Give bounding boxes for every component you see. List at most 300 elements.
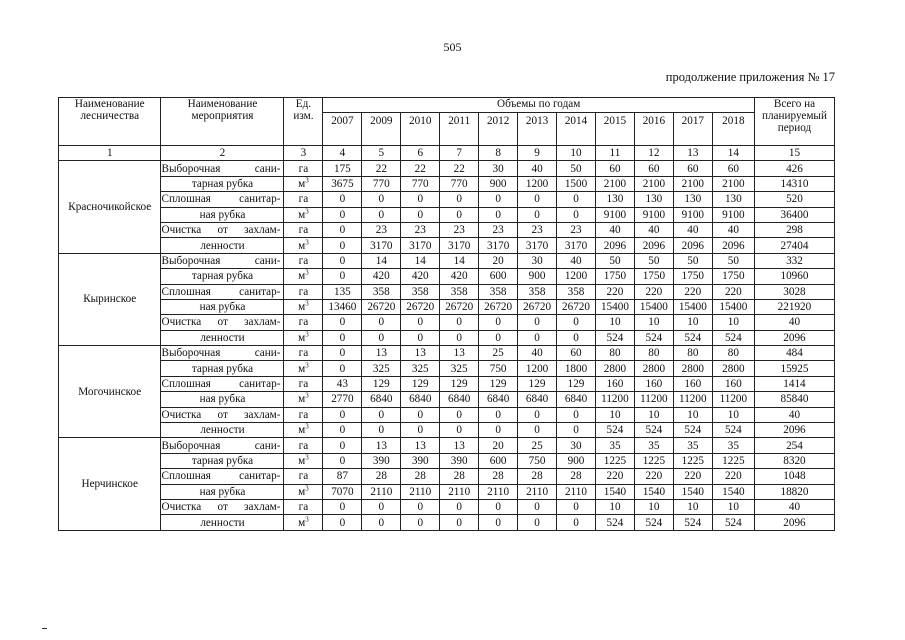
table-cell: 2110 — [479, 484, 518, 499]
unit-m3-label: м — [298, 208, 306, 221]
column-number: 11 — [595, 146, 634, 161]
unit-m3 — [284, 515, 323, 530]
table-cell: 26720 — [401, 299, 440, 314]
table-cell: 23 — [557, 222, 596, 237]
unit-ha: га — [284, 192, 323, 207]
table-cell: 129 — [440, 376, 479, 391]
table-row — [59, 515, 835, 530]
table-cell: 14 — [401, 253, 440, 268]
table-cell: 0 — [479, 423, 518, 438]
table-cell: 750 — [518, 453, 557, 468]
table-cell: 35 — [634, 438, 673, 453]
table-row — [59, 330, 835, 345]
table-row — [59, 253, 835, 268]
table-cell: 0 — [479, 315, 518, 330]
table-cell: 80 — [634, 346, 673, 361]
table-cell: 2096 — [634, 238, 673, 253]
operation-name-line2: ная рубка — [161, 392, 284, 407]
table-cell: 3675 — [323, 176, 362, 191]
table-cell: 2100 — [634, 176, 673, 191]
table-cell: 0 — [323, 238, 362, 253]
column-number: 9 — [518, 146, 557, 161]
table-cell: 25 — [518, 438, 557, 453]
table-cell: 0 — [518, 330, 557, 345]
cubic-superscript: 3 — [305, 268, 309, 277]
table-cell: 129 — [479, 376, 518, 391]
table-cell: 220 — [712, 284, 754, 299]
table-cell: 40 — [518, 346, 557, 361]
table-cell: 30 — [479, 161, 518, 176]
table-cell: 1225 — [595, 453, 634, 468]
column-number: 5 — [362, 146, 401, 161]
table-cell: 10 — [595, 315, 634, 330]
unit-m3-label: м — [298, 516, 306, 529]
table-cell: 600 — [479, 453, 518, 468]
operation-name-line2: ленности — [161, 330, 284, 345]
table-cell: 1750 — [595, 269, 634, 284]
operation-name-line2: тарная рубка — [161, 176, 284, 191]
table-cell: 129 — [401, 376, 440, 391]
forestry-name: Могочинское — [59, 346, 161, 438]
table-cell: 220 — [634, 469, 673, 484]
table-cell: 1225 — [673, 453, 712, 468]
table-cell: 20 — [479, 438, 518, 453]
table-cell: 0 — [557, 330, 596, 345]
column-number: 4 — [323, 146, 362, 161]
table-cell: 0 — [440, 315, 479, 330]
row-total: 2096 — [754, 515, 834, 530]
table-cell: 2100 — [712, 176, 754, 191]
table-cell: 0 — [362, 499, 401, 514]
table-cell: 0 — [440, 407, 479, 422]
table-cell: 1540 — [595, 484, 634, 499]
table-cell: 11200 — [673, 392, 712, 407]
operation-name-line2: ленности — [161, 423, 284, 438]
table-cell: 9100 — [673, 207, 712, 222]
table-cell: 900 — [479, 176, 518, 191]
table-cell: 524 — [595, 423, 634, 438]
table-cell: 524 — [673, 515, 712, 530]
table-cell: 1750 — [712, 269, 754, 284]
table-cell: 0 — [323, 315, 362, 330]
table-cell: 40 — [673, 222, 712, 237]
row-total: 40 — [754, 315, 834, 330]
operation-name-line2: ленности — [161, 515, 284, 530]
table-cell: 420 — [401, 269, 440, 284]
table-cell: 13 — [401, 346, 440, 361]
year-header: 2015 — [595, 113, 634, 146]
table-cell: 9100 — [634, 207, 673, 222]
table-cell: 0 — [362, 315, 401, 330]
year-header: 2017 — [673, 113, 712, 146]
table-cell: 1200 — [518, 176, 557, 191]
table-cell: 35 — [673, 438, 712, 453]
table-cell: 0 — [479, 515, 518, 530]
table-cell: 160 — [634, 376, 673, 391]
table-row — [59, 392, 835, 407]
table-cell: 26720 — [362, 299, 401, 314]
row-total: 2096 — [754, 330, 834, 345]
table-cell: 0 — [479, 330, 518, 345]
table-cell: 25 — [479, 346, 518, 361]
table-cell: 40 — [712, 222, 754, 237]
table-cell: 6840 — [401, 392, 440, 407]
table-cell: 6840 — [557, 392, 596, 407]
table-cell: 0 — [323, 253, 362, 268]
table-cell: 60 — [595, 161, 634, 176]
table-cell: 13 — [401, 438, 440, 453]
unit-ha: га — [284, 438, 323, 453]
table-cell: 0 — [401, 330, 440, 345]
table-cell: 10 — [595, 499, 634, 514]
table-cell: 60 — [557, 346, 596, 361]
table-cell: 0 — [518, 192, 557, 207]
table-cell: 15400 — [595, 299, 634, 314]
appendix-continuation-title: продолжение приложения № 17 — [665, 70, 835, 84]
table-cell: 0 — [323, 515, 362, 530]
table-row — [59, 284, 835, 299]
forestry-header: Наименование лесничества — [59, 98, 161, 146]
table-cell: 6840 — [362, 392, 401, 407]
table-row — [59, 315, 835, 330]
row-total: 40 — [754, 407, 834, 422]
table-cell: 2110 — [518, 484, 557, 499]
table-cell: 35 — [595, 438, 634, 453]
operation-name-line1: Сплошная санитар- — [161, 192, 284, 207]
operation-name-line1: Очистка от захлам- — [161, 499, 284, 514]
unit-ha: га — [284, 346, 323, 361]
table-cell: 130 — [595, 192, 634, 207]
row-total: 8320 — [754, 453, 834, 468]
unit-ha: га — [284, 407, 323, 422]
table-cell: 325 — [440, 361, 479, 376]
operation-name-line2: ная рубка — [161, 299, 284, 314]
forestry-name: Кыринское — [59, 253, 161, 345]
table-cell: 3170 — [518, 238, 557, 253]
table-row — [59, 269, 835, 284]
table-cell: 40 — [557, 253, 596, 268]
table-cell: 10 — [595, 407, 634, 422]
table-cell: 0 — [479, 207, 518, 222]
row-total: 15925 — [754, 361, 834, 376]
unit-ha: га — [284, 161, 323, 176]
table-cell: 524 — [712, 330, 754, 345]
table-cell: 390 — [440, 453, 479, 468]
table-cell: 60 — [712, 161, 754, 176]
table-cell: 220 — [634, 284, 673, 299]
table-cell: 524 — [712, 423, 754, 438]
operation-name-line1: Очистка от захлам- — [161, 222, 284, 237]
year-header: 2010 — [401, 113, 440, 146]
table-row — [59, 222, 835, 237]
column-number: 14 — [712, 146, 754, 161]
cubic-superscript: 3 — [305, 453, 309, 462]
table-cell: 0 — [557, 192, 596, 207]
page-number: 505 — [443, 40, 462, 54]
row-total: 3028 — [754, 284, 834, 299]
table-cell: 35 — [712, 438, 754, 453]
operation-name-line1: Выборочная сани- — [161, 161, 284, 176]
unit-ha: га — [284, 315, 323, 330]
column-number: 7 — [440, 146, 479, 161]
table-cell: 87 — [323, 469, 362, 484]
table-cell: 0 — [557, 207, 596, 222]
table-cell: 129 — [362, 376, 401, 391]
table-cell: 900 — [557, 453, 596, 468]
table-cell: 2110 — [440, 484, 479, 499]
table-cell: 13 — [362, 438, 401, 453]
table-cell: 0 — [557, 515, 596, 530]
table-cell: 23 — [401, 222, 440, 237]
table-cell: 0 — [440, 192, 479, 207]
operation-name-line2: тарная рубка — [161, 269, 284, 284]
table-cell: 2110 — [362, 484, 401, 499]
table-cell: 0 — [362, 423, 401, 438]
row-total: 254 — [754, 438, 834, 453]
unit-ha: га — [284, 284, 323, 299]
row-total: 36400 — [754, 207, 834, 222]
table-cell: 6840 — [518, 392, 557, 407]
table-cell: 390 — [401, 453, 440, 468]
table-cell: 420 — [440, 269, 479, 284]
row-total: 1048 — [754, 469, 834, 484]
table-cell: 0 — [323, 222, 362, 237]
table-cell: 0 — [362, 330, 401, 345]
table-cell: 26720 — [557, 299, 596, 314]
column-number: 1 — [59, 146, 161, 161]
table-cell: 325 — [362, 361, 401, 376]
table-cell: 0 — [518, 515, 557, 530]
table-row — [59, 346, 835, 361]
unit-m3 — [284, 330, 323, 345]
unit-m3 — [284, 361, 323, 376]
operation-name-line1: Сплошная санитар- — [161, 469, 284, 484]
table-row — [59, 499, 835, 514]
table-cell: 22 — [362, 161, 401, 176]
table-cell: 1225 — [634, 453, 673, 468]
table-cell: 11200 — [595, 392, 634, 407]
table-cell: 10 — [712, 407, 754, 422]
operation-name-line2: ная рубка — [161, 484, 284, 499]
year-header: 2011 — [440, 113, 479, 146]
unit-ha: га — [284, 222, 323, 237]
table-cell: 15400 — [673, 299, 712, 314]
table-cell: 390 — [362, 453, 401, 468]
operation-name-line1: Очистка от захлам- — [161, 315, 284, 330]
table-cell: 23 — [440, 222, 479, 237]
table-cell: 14 — [440, 253, 479, 268]
table-cell: 0 — [518, 407, 557, 422]
row-total: 10960 — [754, 269, 834, 284]
row-total: 332 — [754, 253, 834, 268]
table-cell: 900 — [518, 269, 557, 284]
table-cell: 0 — [323, 361, 362, 376]
table-cell: 358 — [362, 284, 401, 299]
table-cell: 26720 — [518, 299, 557, 314]
table-cell: 0 — [479, 499, 518, 514]
table-cell: 30 — [518, 253, 557, 268]
cubic-superscript: 3 — [305, 484, 309, 493]
year-header: 2014 — [557, 113, 596, 146]
table-cell: 358 — [401, 284, 440, 299]
cubic-superscript: 3 — [305, 391, 309, 400]
table-cell: 28 — [479, 469, 518, 484]
table-cell: 23 — [362, 222, 401, 237]
table-cell: 20 — [479, 253, 518, 268]
row-total: 1414 — [754, 376, 834, 391]
unit-m3-label: м — [298, 455, 306, 467]
year-header: 2016 — [634, 113, 673, 146]
unit-ha: га — [284, 499, 323, 514]
table-row — [59, 484, 835, 499]
table-cell: 524 — [595, 330, 634, 345]
table-cell: 770 — [362, 176, 401, 191]
table-cell: 524 — [634, 330, 673, 345]
table-cell: 1750 — [673, 269, 712, 284]
unit-m3 — [284, 423, 323, 438]
row-total: 484 — [754, 346, 834, 361]
table-cell: 28 — [401, 469, 440, 484]
table-cell: 0 — [440, 515, 479, 530]
column-number: 13 — [673, 146, 712, 161]
table-cell: 7070 — [323, 484, 362, 499]
table-cell: 1200 — [518, 361, 557, 376]
table-cell: 0 — [479, 192, 518, 207]
table-cell: 0 — [440, 423, 479, 438]
unit-m3-label: м — [298, 270, 306, 283]
column-number: 2 — [161, 146, 284, 161]
table-row — [59, 207, 835, 222]
operation-name-line2: тарная рубка — [161, 453, 284, 468]
operation-name-line1: Выборочная сани- — [161, 253, 284, 268]
table-cell: 50 — [673, 253, 712, 268]
table-cell: 26720 — [440, 299, 479, 314]
table-cell: 0 — [518, 423, 557, 438]
table-cell: 0 — [401, 192, 440, 207]
table-cell: 129 — [518, 376, 557, 391]
table-cell: 13 — [440, 346, 479, 361]
table-cell: 0 — [323, 269, 362, 284]
unit-m3-label: м — [298, 393, 306, 406]
table-cell: 524 — [634, 423, 673, 438]
table-cell: 0 — [323, 192, 362, 207]
forestry-name: Красночикойское — [59, 161, 161, 253]
operation-name-line2: тарная рубка — [161, 361, 284, 376]
table-cell: 0 — [401, 407, 440, 422]
row-total: 85840 — [754, 392, 834, 407]
operation-name-line2: ная рубка — [161, 207, 284, 222]
table-cell: 0 — [401, 423, 440, 438]
column-number: 8 — [479, 146, 518, 161]
table-cell: 2770 — [323, 392, 362, 407]
table-cell: 2110 — [401, 484, 440, 499]
table-cell: 420 — [362, 269, 401, 284]
table-cell: 11200 — [634, 392, 673, 407]
unit-m3 — [284, 238, 323, 253]
table-cell: 13 — [362, 346, 401, 361]
table-cell: 325 — [401, 361, 440, 376]
table-cell: 0 — [401, 499, 440, 514]
row-total: 426 — [754, 161, 834, 176]
table-cell: 23 — [479, 222, 518, 237]
table-cell: 43 — [323, 376, 362, 391]
table-cell: 9100 — [712, 207, 754, 222]
table-cell: 0 — [323, 453, 362, 468]
table-cell: 26720 — [479, 299, 518, 314]
table-cell: 1800 — [557, 361, 596, 376]
table-cell: 160 — [673, 376, 712, 391]
table-row — [59, 438, 835, 453]
table-cell: 0 — [440, 207, 479, 222]
table-cell: 11200 — [712, 392, 754, 407]
table-cell: 524 — [634, 515, 673, 530]
table-cell: 3170 — [401, 238, 440, 253]
table-cell: 80 — [712, 346, 754, 361]
column-number-row — [59, 146, 835, 161]
cubic-superscript: 3 — [305, 176, 309, 185]
table-cell: 220 — [712, 469, 754, 484]
table-cell: 10 — [634, 499, 673, 514]
table-cell: 0 — [440, 499, 479, 514]
column-number: 12 — [634, 146, 673, 161]
table-cell: 1540 — [673, 484, 712, 499]
table-cell: 1225 — [712, 453, 754, 468]
table-cell: 2096 — [595, 238, 634, 253]
row-total: 40 — [754, 499, 834, 514]
table-cell: 220 — [673, 469, 712, 484]
table-cell: 23 — [518, 222, 557, 237]
table-cell: 770 — [401, 176, 440, 191]
cubic-superscript: 3 — [305, 514, 309, 523]
table-cell: 50 — [595, 253, 634, 268]
unit-m3-label: м — [298, 301, 306, 314]
table-cell: 80 — [673, 346, 712, 361]
table-cell: 60 — [673, 161, 712, 176]
table-cell: 524 — [673, 330, 712, 345]
table-cell: 28 — [557, 469, 596, 484]
column-number: 10 — [557, 146, 596, 161]
table-cell: 13460 — [323, 299, 362, 314]
forestry-name: Нерчинское — [59, 438, 161, 530]
table-cell: 130 — [712, 192, 754, 207]
table-row — [59, 423, 835, 438]
operation-name-line1: Выборочная сани- — [161, 438, 284, 453]
table-cell: 15400 — [634, 299, 673, 314]
unit-m3 — [284, 299, 323, 314]
table-cell: 1540 — [712, 484, 754, 499]
table-cell: 6840 — [440, 392, 479, 407]
table-cell: 10 — [673, 315, 712, 330]
cubic-superscript: 3 — [305, 207, 309, 216]
table-cell: 2800 — [634, 361, 673, 376]
table-cell: 0 — [323, 346, 362, 361]
unit-m3-label: м — [298, 177, 306, 190]
table-cell: 2800 — [712, 361, 754, 376]
table-cell: 0 — [518, 315, 557, 330]
table-row — [59, 299, 835, 314]
unit-m3-label: м — [298, 485, 306, 498]
total-header: Всего на планируемый период — [754, 98, 834, 146]
table-cell: 135 — [323, 284, 362, 299]
table-cell: 1200 — [557, 269, 596, 284]
table-cell: 2100 — [673, 176, 712, 191]
year-header: 2007 — [323, 113, 362, 146]
unit-m3-label: м — [298, 362, 306, 375]
table-row — [59, 453, 835, 468]
table-cell: 2100 — [595, 176, 634, 191]
table-cell: 3170 — [362, 238, 401, 253]
table-row — [59, 469, 835, 484]
